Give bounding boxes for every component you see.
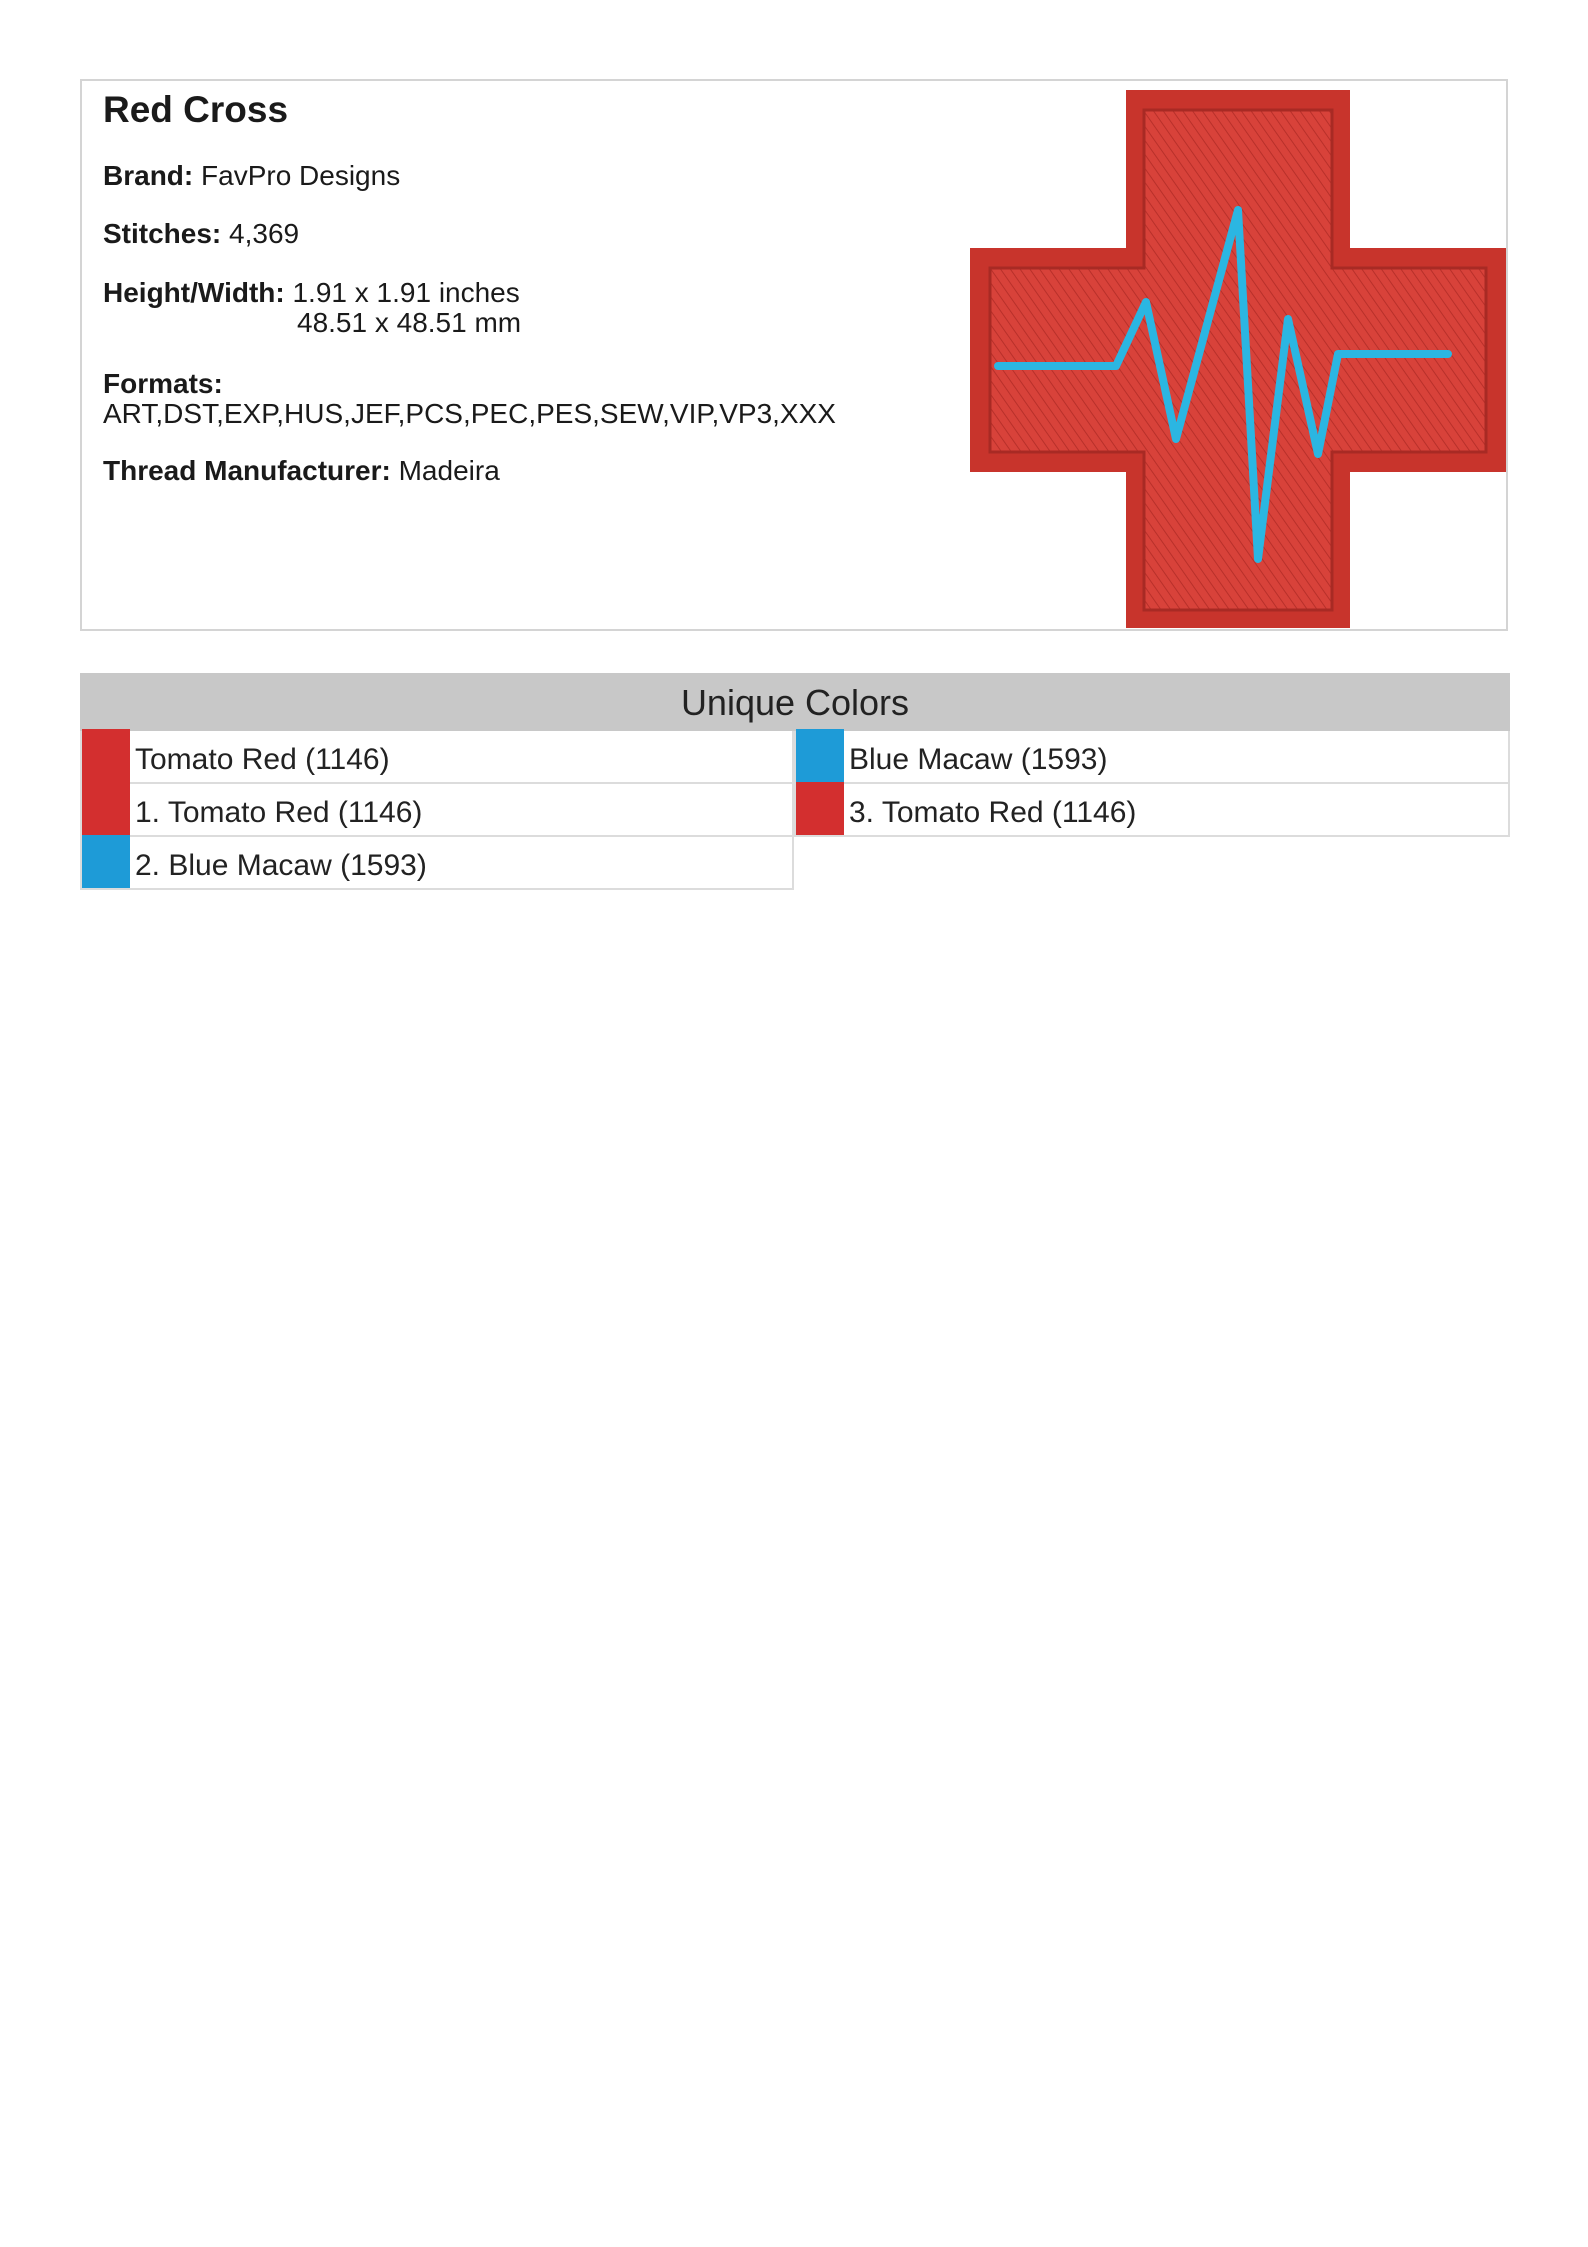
thread-value: Madeira xyxy=(398,455,500,486)
color-row xyxy=(794,784,1510,837)
brand-row xyxy=(103,161,400,191)
color-label: 1. Tomato Red (1146) xyxy=(135,796,423,829)
formats-list: ART,DST,EXP,HUS,JEF,PCS,PEC,PES,SEW,VIP,VP3,XXX xyxy=(103,398,836,429)
color-label: 3. Tomato Red (1146) xyxy=(849,796,1137,829)
brand-value: FavPro Designs xyxy=(201,160,401,191)
design-info-card xyxy=(80,79,1508,631)
color-swatch xyxy=(796,729,844,782)
thread-row xyxy=(103,456,500,486)
formats-label: Formats: xyxy=(103,368,223,399)
color-row xyxy=(80,731,794,784)
formats-row xyxy=(103,369,836,429)
stitches-row xyxy=(103,219,299,249)
color-row xyxy=(80,784,794,837)
brand-label: Brand: xyxy=(103,160,194,191)
color-swatch xyxy=(796,782,844,835)
color-swatch xyxy=(82,729,130,782)
unique-colors-heading: Unique Colors xyxy=(80,673,1510,731)
stitches-label: Stitches: xyxy=(103,218,222,249)
color-label: Tomato Red (1146) xyxy=(135,743,390,776)
size-row xyxy=(103,278,521,338)
color-swatch xyxy=(82,835,130,888)
stitches-value: 4,369 xyxy=(229,218,300,249)
color-row xyxy=(80,837,794,890)
color-swatch xyxy=(82,782,130,835)
design-title: Red Cross xyxy=(103,89,289,130)
color-row xyxy=(794,731,1510,784)
unique-colors-panel xyxy=(80,673,1510,882)
size-label: Height/Width: xyxy=(103,277,285,308)
cross-inner xyxy=(990,110,1486,610)
color-label: Blue Macaw (1593) xyxy=(849,743,1108,776)
color-label: 2. Blue Macaw (1593) xyxy=(135,849,427,882)
thread-label: Thread Manufacturer: xyxy=(103,455,391,486)
size-inches: 1.91 x 1.91 inches xyxy=(292,277,520,308)
size-mm: 48.51 x 48.51 mm xyxy=(297,307,522,338)
red-cross-heartbeat-icon xyxy=(968,84,1508,628)
